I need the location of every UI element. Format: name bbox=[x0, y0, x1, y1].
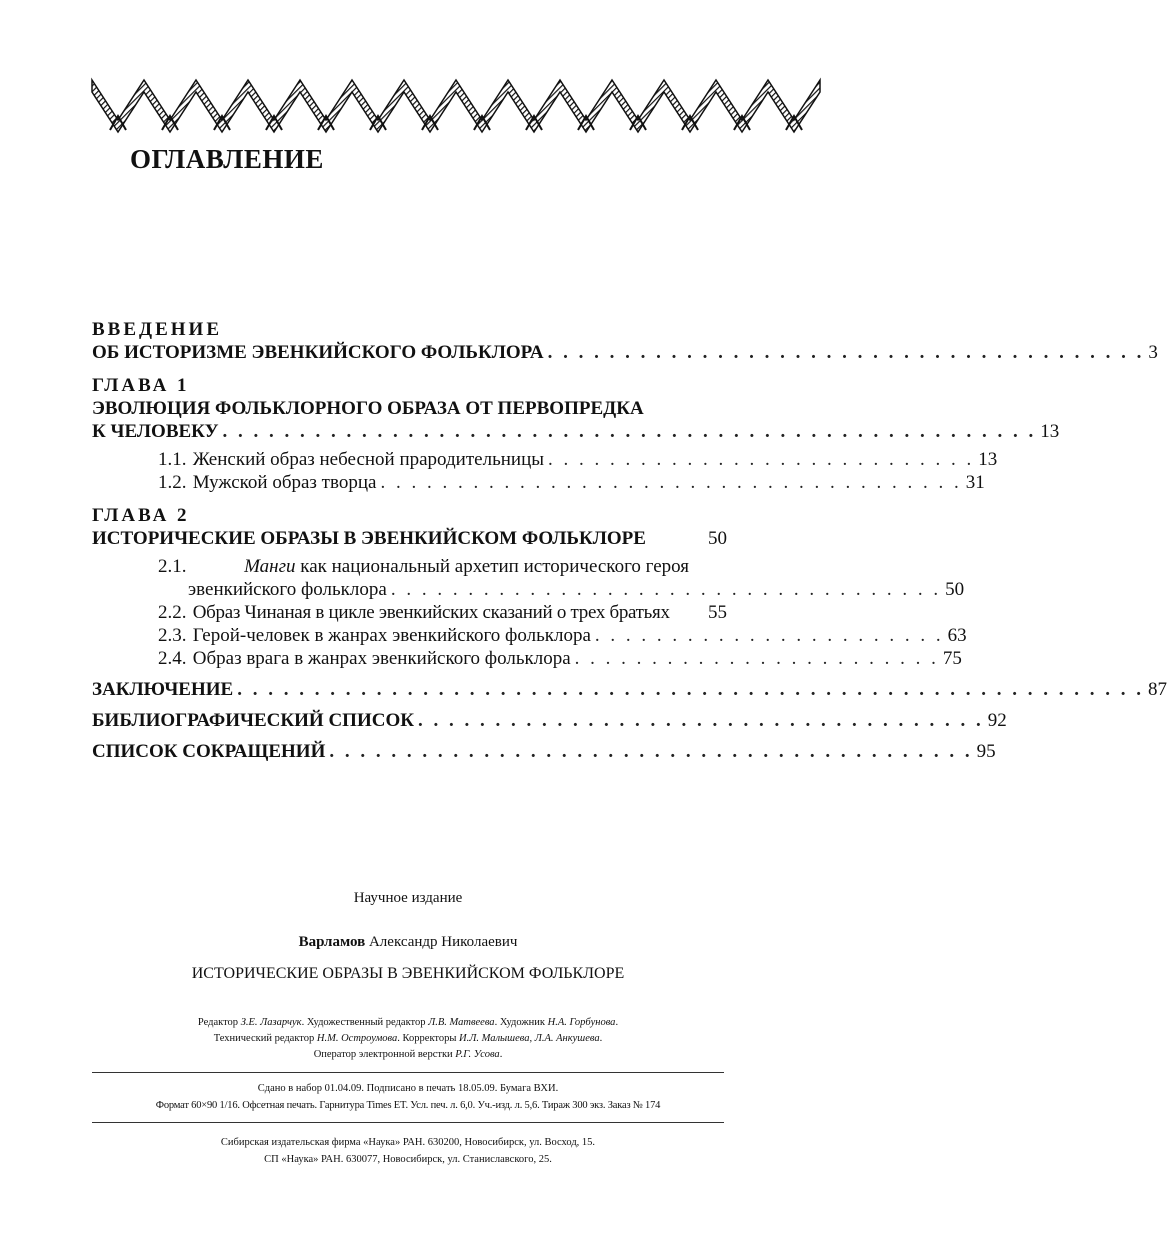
author-last: Варламов bbox=[298, 934, 366, 950]
print-details bbox=[92, 1080, 724, 1114]
section-number: 2.3. bbox=[158, 625, 187, 646]
toc-title: Образ Чинаная в цикле эвенкийских сказаний о трех братьях bbox=[192, 602, 670, 623]
page-number: 55 bbox=[708, 602, 727, 623]
toc-title: Образ врага в жанрах эвенкийского фольклора bbox=[192, 648, 571, 669]
divider-line bbox=[92, 1122, 724, 1123]
toc-entry-conclusion[interactable] bbox=[92, 678, 1167, 701]
page-number: 50 bbox=[708, 528, 727, 549]
print-line-2: Формат 60×90 1/16. Офсетная печать. Гарнитура Times ET. Усл. печ. л. 6,0. Уч.-изд. л. 5,6. Тираж 300 экз. Заказ № 174 bbox=[155, 1100, 661, 1111]
toc-entry-intro[interactable] bbox=[92, 341, 1158, 364]
toc-entry-bibliography[interactable] bbox=[92, 709, 1007, 732]
dot-leader: . . . . . . . . . . . . . . . . . . . . . . . . . . . . . . . . . . . . . bbox=[418, 710, 984, 731]
toc-title: Герой-человек в жанрах эвенкийского фольклора bbox=[192, 625, 591, 646]
chapter-2-label: ГЛАВА 2 bbox=[92, 505, 190, 526]
page-number: 95 bbox=[976, 741, 996, 762]
page-number: 50 bbox=[945, 579, 965, 600]
toc-entry-1-1[interactable] bbox=[92, 448, 998, 471]
book-title: ИСТОРИЧЕСКИЕ ОБРАЗЫ В ЭВЕНКИЙСКОМ ФОЛЬКЛОРЕ bbox=[191, 965, 625, 982]
dot-leader: . . . . . . . . . . . . . . . . . . . . . . . . . . . . . . . . . . . . bbox=[390, 579, 942, 600]
section-number: 2.4. bbox=[158, 648, 187, 669]
page-number: 13 bbox=[1040, 421, 1060, 442]
page-number: 75 bbox=[942, 648, 962, 669]
divider-line bbox=[92, 1072, 724, 1073]
dot-leader: . . . . . . . . . . . . . . . . . . . . . . . . . . . . . . . . . . . . . . . . . . bbox=[329, 741, 973, 762]
toc-title: ОБ ИСТОРИЗМЕ ЭВЕНКИЙСКОГО ФОЛЬКЛОРА bbox=[92, 342, 544, 363]
toc-title: эвенкийского фольклора bbox=[188, 579, 387, 600]
dot-leader: . . . . . . . . . . . . . . . . . . . . . . . . . . . . . . . . . . . . . . . . . . . . . . . . . . . . . . . . . . . bbox=[237, 679, 1144, 700]
publisher-line-1: Сибирская издательская фирма «Наука» РАН. 630200, Новосибирск, ул. Восход, 15. bbox=[220, 1137, 596, 1148]
toc-title: СПИСОК СОКРАЩЕНИЙ bbox=[92, 741, 326, 762]
chapter-1-label: ГЛАВА 1 bbox=[92, 375, 190, 396]
section-number: 1.1. bbox=[158, 449, 187, 470]
toc-entry-abbreviations[interactable] bbox=[92, 740, 996, 763]
zigzag-ornament bbox=[92, 74, 724, 126]
table-of-contents bbox=[92, 318, 1167, 763]
toc-title: Мужской образ творца bbox=[192, 472, 377, 493]
page-number: 3 bbox=[1148, 342, 1158, 363]
toc-title: как национальный архетип исторического героя bbox=[295, 556, 689, 577]
toc-title: ЗАКЛЮЧЕНИЕ bbox=[92, 679, 234, 700]
page-number: 13 bbox=[978, 449, 998, 470]
credits-line-2: Технический редактор Н.М. Остроумова. Корректоры И.Л. Малышева, Л.А. Анкушева. bbox=[213, 1033, 603, 1044]
page-number: 92 bbox=[987, 710, 1007, 731]
toc-title: ЭВОЛЮЦИЯ ФОЛЬКЛОРНОГО ОБРАЗА ОТ ПЕРВОПРЕДКА bbox=[92, 398, 644, 419]
toc-entry-chapter-2[interactable] bbox=[92, 527, 727, 550]
emphasis-term: Манги bbox=[244, 556, 296, 577]
author-first: Александр Николаевич bbox=[365, 934, 518, 950]
section-number: 2.2. bbox=[158, 602, 187, 623]
section-number: 1.2. bbox=[158, 472, 187, 493]
toc-entry-2-2[interactable] bbox=[92, 601, 727, 624]
section-number: 2.1. bbox=[158, 556, 187, 577]
toc-entry-2-1[interactable] bbox=[92, 555, 727, 578]
page-number: 31 bbox=[965, 472, 985, 493]
dot-leader: . . . . . . . . . . . . . . . . . . . . . . . . . . . . . . . . . . . . . . . bbox=[547, 342, 1145, 363]
intro-label: ВВЕДЕНИЕ bbox=[92, 319, 222, 340]
toc-entry-chapter-1[interactable] bbox=[92, 420, 1060, 443]
toc-title: ИСТОРИЧЕСКИЕ ОБРАЗЫ В ЭВЕНКИЙСКОМ ФОЛЬКЛОРЕ bbox=[92, 528, 646, 549]
credits-line-1: Редактор З.Е. Лазарчук. Художественный редактор Л.В. Матвеева. Художник Н.А. Горбунова. bbox=[197, 1017, 619, 1028]
dot-leader: . . . . . . . . . . . . . . . . . . . . . . . bbox=[594, 625, 944, 646]
publisher-info bbox=[92, 1134, 724, 1168]
toc-title: БИБЛИОГРАФИЧЕСКИЙ СПИСОК bbox=[92, 710, 415, 731]
toc-entry-2-4[interactable] bbox=[92, 647, 962, 670]
credits bbox=[92, 1015, 724, 1063]
toc-entry-2-3[interactable] bbox=[92, 624, 967, 647]
page-title: ОГЛАВЛЕНИЕ bbox=[130, 144, 324, 174]
toc-entry-1-2[interactable] bbox=[92, 471, 985, 494]
toc-title: Женский образ небесной прародительницы bbox=[192, 449, 544, 470]
page-number: 63 bbox=[947, 625, 967, 646]
edition-type: Научное издание bbox=[353, 890, 463, 906]
print-line-1: Сдано в набор 01.04.09. Подписано в печать 18.05.09. Бумага ВХИ. bbox=[257, 1083, 559, 1094]
page-number: 87 bbox=[1147, 679, 1167, 700]
dot-leader: . . . . . . . . . . . . . . . . . . . . . . . . . . . . bbox=[548, 449, 975, 470]
ornament-zigzag-band bbox=[92, 80, 820, 132]
dot-leader: . . . . . . . . . . . . . . . . . . . . . . . . . . . . . . . . . . . . . . bbox=[380, 472, 962, 493]
credits-line-3: Оператор электронной верстки Р.Г. Усова. bbox=[313, 1049, 503, 1060]
dot-leader: . . . . . . . . . . . . . . . . . . . . . . . . . . . . . . . . . . . . . . . . . . . . . . . . . . . . . bbox=[222, 421, 1037, 442]
publisher-line-2: СП «Наука» РАН. 630077, Новосибирск, ул. Станиславского, 25. bbox=[264, 1154, 552, 1165]
toc-title: К ЧЕЛОВЕКУ bbox=[92, 421, 219, 442]
dot-leader: . . . . . . . . . . . . . . . . . . . . . . . . bbox=[574, 648, 939, 669]
author-name bbox=[92, 934, 724, 951]
toc-entry-2-1-cont[interactable] bbox=[92, 578, 965, 601]
